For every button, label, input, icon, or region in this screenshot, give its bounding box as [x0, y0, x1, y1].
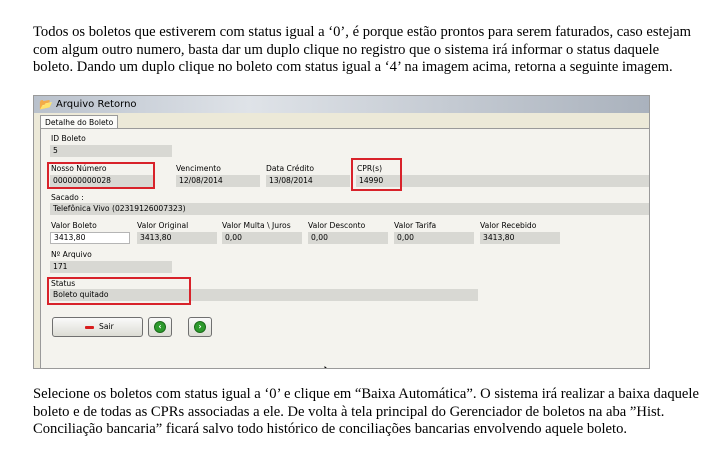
- valor-boleto-label: Valor Boleto: [51, 221, 97, 230]
- status-field[interactable]: Boleto quitado: [50, 289, 478, 301]
- vencimento-field[interactable]: 12/08/2014: [176, 175, 260, 187]
- valor-boleto-field[interactable]: 3413,80: [50, 232, 130, 244]
- highlight-nosso-numero: [47, 162, 155, 189]
- cprs-field[interactable]: 14990: [356, 175, 650, 187]
- status-label: Status: [51, 279, 76, 288]
- id-boleto-field[interactable]: 5: [50, 145, 172, 157]
- valor-multa-label: Valor Multa \ Juros: [222, 221, 291, 230]
- valor-recebido-field[interactable]: 3413,80: [480, 232, 560, 244]
- id-boleto-label: ID Boleto: [51, 134, 86, 143]
- arrow-right-icon: ›: [194, 321, 206, 333]
- data-credito-label: Data Crédito: [266, 164, 315, 173]
- valor-original-field[interactable]: 3413,80: [137, 232, 217, 244]
- valor-desconto-field[interactable]: 0,00: [308, 232, 388, 244]
- minus-icon: [85, 326, 94, 329]
- n-arquivo-label: Nº Arquivo: [51, 250, 92, 259]
- detail-panel: [40, 128, 650, 369]
- mouse-pointer-icon: [324, 366, 335, 369]
- prev-button[interactable]: [148, 317, 172, 337]
- next-button[interactable]: [188, 317, 212, 337]
- n-arquivo-field[interactable]: 171: [50, 261, 172, 273]
- window-titlebar: [34, 96, 649, 113]
- valor-original-label: Valor Original: [137, 221, 189, 230]
- arrow-left-icon: ‹: [154, 321, 166, 333]
- sair-button-label: Sair: [99, 322, 114, 331]
- tab-strip: [34, 113, 649, 129]
- cprs-label: CPR(s): [357, 164, 383, 173]
- nosso-numero-label: Nosso Número: [51, 164, 107, 173]
- intro-paragraph: Todos os boletos que estiverem com status igual a ‘0’, é porque estão prontos para serem faturados, caso estejam com algum outro numero, basta dar um duplo clique no registro que o sistema irá informar o status daquele boleto. Dando um duplo clique no boleto com status igual a ‘4’ na imagem acima, retorna a seguinte imagem.: [33, 24, 691, 76]
- tab-detalhe-do-boleto[interactable]: Detalhe do Boleto: [40, 115, 118, 129]
- valor-tarifa-field[interactable]: 0,00: [394, 232, 474, 244]
- vencimento-label: Vencimento: [176, 164, 221, 173]
- folder-icon: 📂: [39, 98, 53, 111]
- data-credito-field[interactable]: 13/08/2014: [266, 175, 350, 187]
- sacado-field[interactable]: Telefônica Vivo (02319126007323): [50, 203, 650, 215]
- closing-paragraph: Selecione os boletos com status igual a ‘0’ e clique em “Baixa Automática”. O sistema irá realizar a baixa daquele boleto e de todas as CPRs associadas a ele. De volta à tela principal do Gerenciador de boletos na aba ”Hist. Conciliação bancaria” ficará salvo todo histórico de conciliações bancarias envolvendo aquele boleto.: [33, 386, 699, 438]
- sair-button[interactable]: [52, 317, 143, 337]
- window-title: Arquivo Retorno: [56, 99, 137, 110]
- highlight-status: [47, 277, 191, 305]
- sacado-label: Sacado :: [51, 193, 84, 202]
- valor-tarifa-label: Valor Tarifa: [394, 221, 437, 230]
- nosso-numero-field[interactable]: 000000000028: [50, 175, 154, 187]
- valor-recebido-label: Valor Recebido: [480, 221, 537, 230]
- screenshot-arquivo-retorno: [33, 95, 650, 369]
- valor-desconto-label: Valor Desconto: [308, 221, 366, 230]
- valor-multa-field[interactable]: 0,00: [222, 232, 302, 244]
- highlight-cprs: [351, 158, 402, 191]
